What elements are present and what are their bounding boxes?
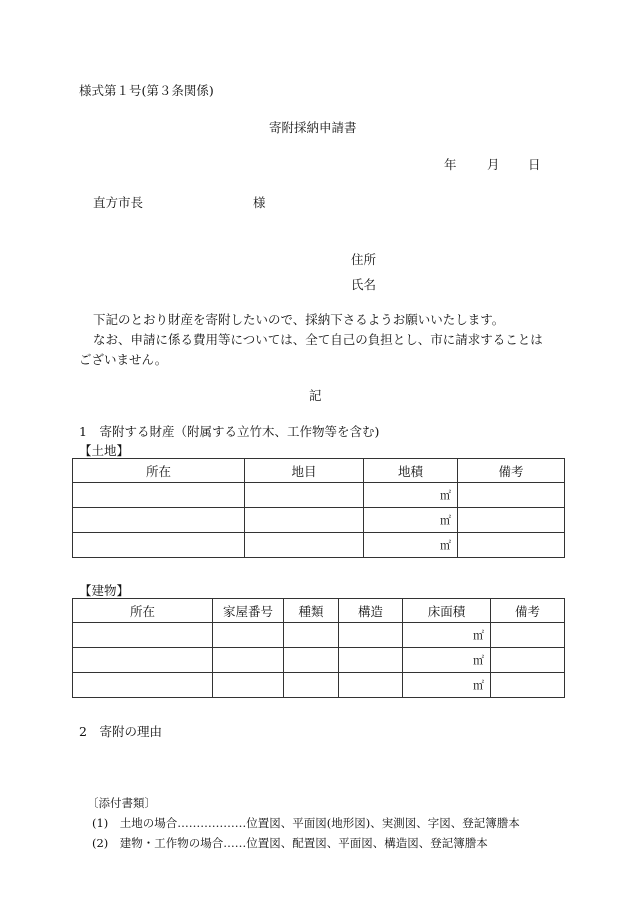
document-title: 寄附採納申請書 <box>269 120 357 135</box>
building-cell-remarks[interactable] <box>491 623 565 648</box>
building-cell-remarks[interactable] <box>491 673 565 698</box>
land-cell-remarks[interactable] <box>458 533 565 558</box>
building-header-structure: 構造 <box>339 599 403 623</box>
land-table <box>72 458 565 558</box>
building-cell-structure[interactable] <box>339 648 403 673</box>
land-label: 【土地】 <box>79 443 130 458</box>
date-day-label: 日 <box>528 157 541 172</box>
area-unit: ㎡ <box>440 514 451 527</box>
building-header-house-number: 家屋番号 <box>213 599 284 623</box>
form-label: 様式第１号(第３条関係) <box>79 83 214 98</box>
attachment-item: (2) 建物・工作物の場合……位置図、配置図、平面図、構造図、登記簿謄本 <box>92 836 488 850</box>
date-year-label: 年 <box>444 157 457 172</box>
section2-heading: 2 寄附の理由 <box>79 724 162 739</box>
area-unit: ㎡ <box>440 489 451 502</box>
building-cell-house-number[interactable] <box>213 623 284 648</box>
ki-marker: 記 <box>309 388 322 403</box>
building-cell-floor-area[interactable] <box>403 623 491 648</box>
building-cell-location[interactable] <box>73 623 213 648</box>
building-row <box>73 673 565 698</box>
area-unit: ㎡ <box>440 539 451 552</box>
attachments-heading: 〔添付書類〕 <box>87 796 156 810</box>
area-unit: ㎡ <box>473 654 484 667</box>
building-cell-location[interactable] <box>73 673 213 698</box>
addressee-name: 直方市長 <box>93 195 144 210</box>
land-cell-area[interactable] <box>364 483 458 508</box>
building-cell-location[interactable] <box>73 648 213 673</box>
land-cell-remarks[interactable] <box>458 483 565 508</box>
building-cell-type[interactable] <box>284 623 339 648</box>
building-header-floor-area: 床面積 <box>403 599 491 623</box>
building-table-header <box>73 599 565 623</box>
land-table-header <box>73 459 565 483</box>
section1-heading: 1 寄附する財産（附属する立竹木、工作物等を含む) <box>79 424 380 439</box>
building-header-type: 種類 <box>284 599 339 623</box>
land-cell-location[interactable] <box>73 483 245 508</box>
land-header-location: 所在 <box>73 459 245 483</box>
land-row <box>73 483 565 508</box>
land-row <box>73 533 565 558</box>
land-cell-category[interactable] <box>245 483 364 508</box>
area-unit: ㎡ <box>473 679 484 692</box>
land-cell-remarks[interactable] <box>458 508 565 533</box>
land-row <box>73 508 565 533</box>
land-header-remarks: 備考 <box>458 459 565 483</box>
building-cell-structure[interactable] <box>339 673 403 698</box>
land-cell-area[interactable] <box>364 533 458 558</box>
building-header-location: 所在 <box>73 599 213 623</box>
area-unit: ㎡ <box>473 629 484 642</box>
building-row <box>73 648 565 673</box>
land-cell-location[interactable] <box>73 508 245 533</box>
land-header-category: 地目 <box>245 459 364 483</box>
body-paragraph-1: 下記のとおり財産を寄附したいので、採納下さるようお願いいたします。 <box>93 312 505 327</box>
building-cell-house-number[interactable] <box>213 673 284 698</box>
building-header-remarks: 備考 <box>491 599 565 623</box>
land-cell-area[interactable] <box>364 508 458 533</box>
land-header-area: 地積 <box>364 459 458 483</box>
applicant-name-label: 氏名 <box>351 277 377 292</box>
building-cell-remarks[interactable] <box>491 648 565 673</box>
addressee-honorific: 様 <box>253 195 266 210</box>
building-cell-structure[interactable] <box>339 623 403 648</box>
building-table <box>72 598 565 698</box>
building-row <box>73 623 565 648</box>
building-cell-type[interactable] <box>284 673 339 698</box>
building-cell-type[interactable] <box>284 648 339 673</box>
land-cell-category[interactable] <box>245 533 364 558</box>
building-cell-floor-area[interactable] <box>403 673 491 698</box>
land-cell-category[interactable] <box>245 508 364 533</box>
date-month-label: 月 <box>487 157 500 172</box>
building-cell-floor-area[interactable] <box>403 648 491 673</box>
building-cell-house-number[interactable] <box>213 648 284 673</box>
building-label: 【建物】 <box>79 583 130 598</box>
body-paragraph-2: なお、申請に係る費用等については、全て自己の負担とし、市に請求することはございません。 <box>79 332 543 367</box>
land-cell-location[interactable] <box>73 533 245 558</box>
applicant-address-label: 住所 <box>351 252 377 267</box>
attachment-item: (1) 土地の場合………………位置図、平面図(地形図)、実測図、字図、登記簿謄本 <box>92 816 520 830</box>
